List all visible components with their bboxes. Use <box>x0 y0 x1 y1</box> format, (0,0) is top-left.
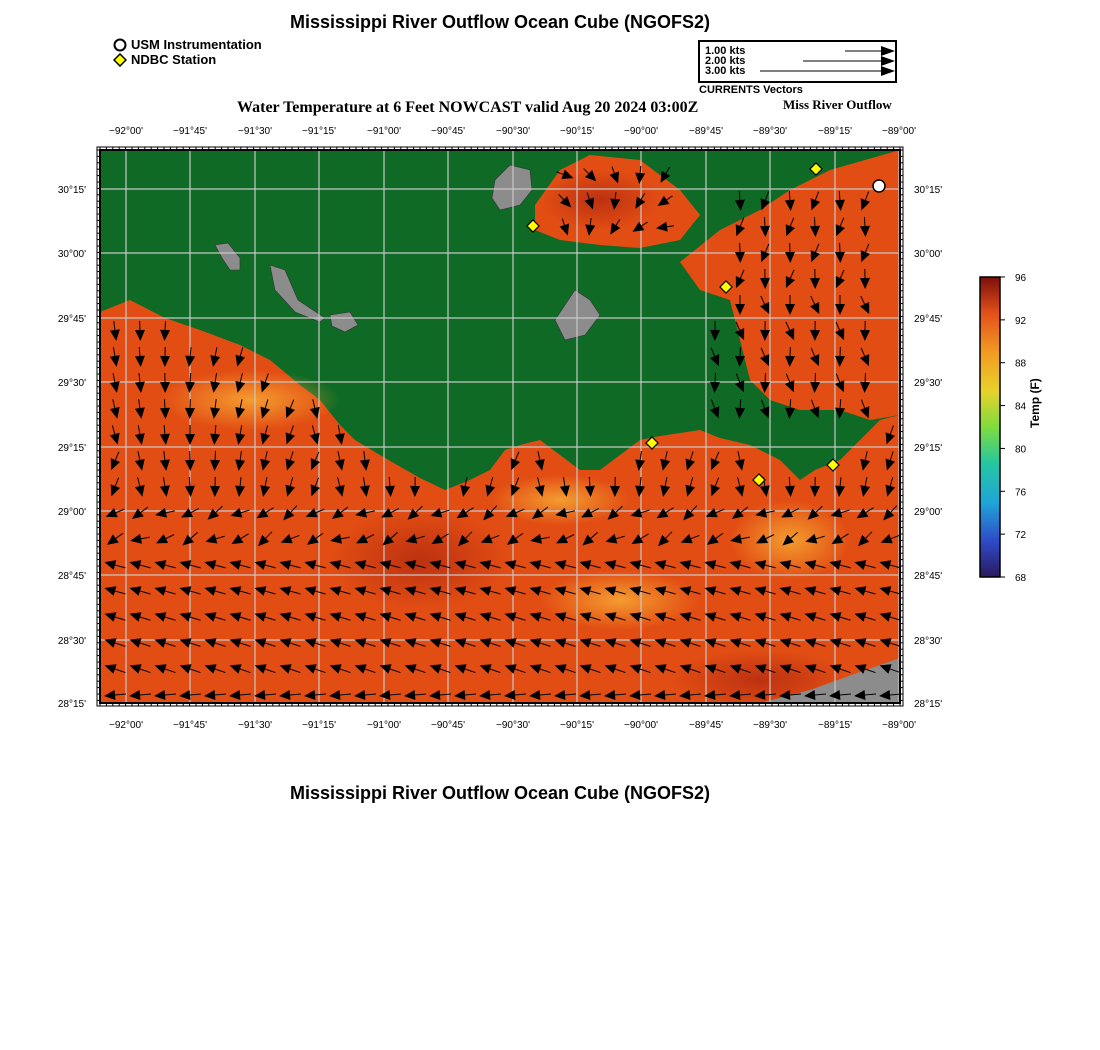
lat-tick-label: 30°15' <box>914 185 943 196</box>
colorbar <box>970 270 1050 590</box>
usm-station-marker[interactable] <box>873 180 885 192</box>
lon-tick-label: −91°30' <box>238 720 272 731</box>
lat-tick-label: 30°00' <box>914 249 943 260</box>
lon-tick-label: −90°00' <box>624 720 658 731</box>
legend-usm-label: USM Instrumentation <box>131 37 262 52</box>
lon-tick-label: −92°00' <box>109 126 143 137</box>
colorbar-tick-label: 68 <box>1015 573 1027 584</box>
lon-labels-bottom <box>109 720 916 731</box>
lon-tick-label: −90°00' <box>624 126 658 137</box>
lat-labels-left <box>58 185 86 710</box>
legend-ndbc-label: NDBC Station <box>131 52 217 67</box>
lat-tick-label: 28°30' <box>914 636 943 647</box>
colorbar-tick-label: 92 <box>1015 315 1027 327</box>
bottom-title: Mississippi River Outflow Ocean Cube (NGOFS2) <box>289 783 711 803</box>
lat-tick-label: 29°30' <box>914 378 943 389</box>
lon-tick-label: −89°15' <box>818 720 852 731</box>
lon-tick-label: −91°00' <box>367 720 401 731</box>
lon-tick-label: −89°45' <box>689 126 723 137</box>
map-subtitle: Water Temperature at 6 Feet NOWCAST valid Aug 20 2024 03:00Z <box>237 99 699 116</box>
colorbar-tick-label: 96 <box>1015 273 1027 284</box>
lon-tick-label: −91°00' <box>367 126 401 137</box>
colorbar-tick-label: 84 <box>1015 401 1027 413</box>
region-label: Miss River Outflow <box>783 97 892 112</box>
lat-tick-label: 28°30' <box>57 636 86 647</box>
lon-tick-label: −89°15' <box>818 126 852 137</box>
colorbar-tick-label: 80 <box>1015 444 1027 456</box>
lat-tick-label: 29°15' <box>914 443 943 454</box>
lon-tick-label: −91°15' <box>302 720 336 731</box>
lon-tick-label: −89°30' <box>753 720 787 731</box>
lat-tick-label: 28°15' <box>914 699 943 710</box>
lon-tick-label: −90°30' <box>496 720 530 731</box>
lon-tick-label: −90°45' <box>431 720 465 731</box>
lat-tick-label: 28°15' <box>57 699 86 710</box>
lon-tick-label: −91°15' <box>302 126 336 137</box>
lat-tick-label: 29°45' <box>57 314 86 325</box>
lon-tick-label: −89°00' <box>882 720 916 731</box>
map-layers <box>100 150 900 710</box>
colorbar-tick-label: 88 <box>1015 358 1027 370</box>
dark-patch <box>330 510 510 610</box>
colorbar-tick-label: 72 <box>1015 530 1027 542</box>
colorbar-gradient <box>980 277 1000 577</box>
vector-key-label-2: 2.00 kts <box>705 55 746 67</box>
colorbar-ticks <box>1000 273 1027 584</box>
lat-tick-label: 28°45' <box>57 571 86 582</box>
lon-tick-label: −90°30' <box>496 126 530 137</box>
lat-labels-right <box>914 185 942 710</box>
vector-key-label-3: 3.00 kts <box>705 65 746 77</box>
lon-tick-label: −91°45' <box>173 720 207 731</box>
lon-tick-label: −90°15' <box>560 126 594 137</box>
lon-tick-label: −91°45' <box>173 126 207 137</box>
lon-tick-label: −90°45' <box>431 126 465 137</box>
lat-tick-label: 29°00' <box>914 507 943 518</box>
lat-tick-label: 30°15' <box>57 185 86 196</box>
vector-key-caption: CURRENTS Vectors <box>699 84 803 96</box>
colorbar-title: Temp (F) <box>1028 378 1042 428</box>
lon-tick-label: −91°30' <box>238 126 272 137</box>
lon-tick-label: −90°15' <box>560 720 594 731</box>
colorbar-tick-label: 76 <box>1015 487 1027 499</box>
lat-tick-label: 29°00' <box>57 507 86 518</box>
map-title: Mississippi River Outflow Ocean Cube (NGOFS2) <box>289 12 711 32</box>
lat-tick-label: 29°30' <box>57 378 86 389</box>
lon-tick-label: −89°30' <box>753 126 787 137</box>
warm-patch <box>540 570 700 630</box>
lon-tick-label: −89°00' <box>882 126 916 137</box>
lon-tick-label: −92°00' <box>109 720 143 731</box>
lon-labels-top <box>109 126 916 137</box>
lat-tick-label: 29°15' <box>57 443 86 454</box>
lat-tick-label: 30°00' <box>57 249 86 260</box>
vector-key-label-1: 1.00 kts <box>705 45 746 57</box>
lon-tick-label: −89°45' <box>689 720 723 731</box>
lat-tick-label: 28°45' <box>914 571 943 582</box>
lat-tick-label: 29°45' <box>914 314 943 325</box>
